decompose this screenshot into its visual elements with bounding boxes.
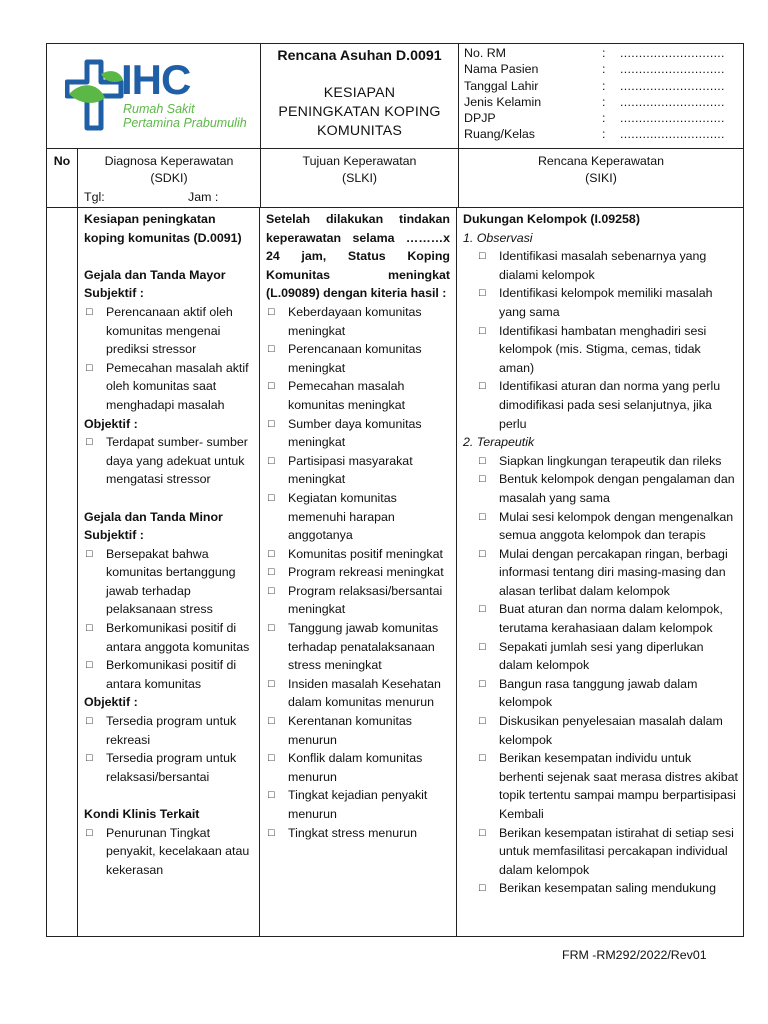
- checkbox-icon[interactable]: □: [86, 659, 93, 672]
- col-header-line: Rencana Keperawatan: [537, 154, 665, 168]
- checkbox-item[interactable]: [463, 638, 739, 675]
- checkbox-item[interactable]: [463, 545, 739, 601]
- info-value-field[interactable]: ............................: [620, 94, 725, 109]
- logo-brand: IHC: [121, 56, 191, 103]
- checkbox-icon[interactable]: □: [86, 622, 93, 635]
- checkbox-label: Siapkan lingkungan terapeutik dan rileks: [499, 453, 722, 468]
- checkbox-label: Perencanaan aktif oleh komunitas mengenai prediksi stressor: [106, 304, 233, 357]
- info-label: Jenis Kelamin: [464, 94, 542, 109]
- checkbox-icon[interactable]: □: [268, 752, 275, 765]
- checkbox-item[interactable]: [463, 377, 739, 433]
- logo-line1: Rumah Sakit: [123, 102, 195, 116]
- checkbox-icon[interactable]: □: [268, 584, 275, 597]
- checkbox-icon[interactable]: □: [268, 715, 275, 728]
- checkbox-item[interactable]: [266, 377, 450, 414]
- info-row-jenis-kelamin: [464, 94, 743, 110]
- jam-field[interactable]: Jam :: [188, 190, 219, 204]
- checkbox-item[interactable]: [463, 452, 739, 471]
- checkbox-icon[interactable]: □: [86, 436, 93, 449]
- diagnosa-title: Kesiapan peningkatan koping komunitas (D.0091): [84, 212, 242, 245]
- checkbox-label: Tingkat stress menurun: [288, 825, 418, 840]
- checkbox-item[interactable]: [266, 712, 450, 749]
- info-colon: :: [602, 111, 606, 126]
- hospital-logo: [47, 44, 261, 148]
- info-row-no-rm: [464, 45, 743, 61]
- observasi-heading: 1. Observasi: [463, 230, 533, 245]
- checkbox-label: Berkomunikasi positif di antara komunitas: [106, 658, 237, 691]
- checkbox-label: Diskusikan penyelesaian masalah dalam kelompok: [499, 714, 723, 747]
- info-value-field[interactable]: ............................: [620, 127, 725, 142]
- checkbox-label: Keberdayaan komunitas meningkat: [288, 304, 422, 338]
- checkbox-item[interactable]: [266, 545, 450, 564]
- care-plan-form: [46, 43, 744, 937]
- checkbox-item[interactable]: [266, 675, 450, 712]
- rencana-title: Dukungan Kelompok (I.09258): [463, 212, 640, 226]
- checkbox-icon[interactable]: □: [479, 547, 486, 560]
- checkbox-icon[interactable]: □: [479, 882, 486, 895]
- checkbox-label: Bersepakat bahwa komunitas bertanggung jawab terhadap pelaksanaan stress: [106, 546, 236, 617]
- checkbox-item[interactable]: [463, 284, 739, 321]
- checkbox-label: Program relaksasi/bersantai meningkat: [288, 583, 443, 617]
- checkbox-item[interactable]: [266, 749, 450, 786]
- checkbox-item[interactable]: [266, 824, 450, 843]
- checkbox-icon[interactable]: □: [86, 361, 93, 374]
- form-title-line: KESIAPAN: [323, 85, 396, 101]
- form-code-title: Rencana Asuhan D.0091: [277, 48, 442, 64]
- col-no-cell: [47, 208, 78, 936]
- checkbox-item[interactable]: [463, 712, 739, 749]
- info-row-dpjp: [464, 110, 743, 126]
- checkbox-label: Konflik dalam komunitas menurun: [288, 751, 423, 784]
- checkbox-label: Berikan kesempatan individu untuk berhenti sejenak saat merasa distres akibat topik tertentu sampai mampu berpartisipasi Kembali: [499, 751, 738, 821]
- checkbox-icon[interactable]: □: [268, 826, 275, 839]
- info-row-ruang-kelas: [464, 126, 743, 142]
- checkbox-icon[interactable]: □: [479, 510, 486, 523]
- mayor-heading: Gejala dan Tanda Mayor: [84, 267, 226, 282]
- checkbox-item[interactable]: [266, 786, 450, 823]
- checkbox-label: Berkomunikasi positif di antara anggota komunitas: [106, 621, 250, 654]
- checkbox-item[interactable]: [84, 824, 255, 880]
- info-colon: :: [602, 78, 606, 93]
- col-no-header: No: [47, 149, 78, 207]
- form-title-block: [261, 44, 459, 148]
- checkbox-icon[interactable]: □: [479, 640, 486, 653]
- checkbox-icon[interactable]: □: [268, 491, 275, 504]
- checkbox-label: Berikan kesempatan saling mendukung: [499, 881, 716, 896]
- checkbox-icon[interactable]: □: [479, 826, 486, 839]
- checkbox-icon[interactable]: □: [268, 789, 275, 802]
- checkbox-icon[interactable]: □: [479, 473, 486, 486]
- checkbox-item[interactable]: [266, 303, 450, 340]
- checkbox-item[interactable]: [266, 489, 450, 545]
- checkbox-item[interactable]: [463, 508, 739, 545]
- checkbox-icon[interactable]: □: [479, 752, 486, 765]
- col-header-line: Tujuan Keperawatan: [302, 154, 417, 168]
- info-colon: :: [602, 127, 606, 142]
- checkbox-item[interactable]: [266, 340, 450, 377]
- checkbox-icon[interactable]: □: [268, 454, 275, 467]
- objektif-heading: Objektif :: [84, 416, 138, 431]
- rencana-cell: [457, 208, 743, 936]
- form-title-line: PENINGKATAN KOPING: [278, 104, 441, 120]
- checkbox-label: Tersedia program untuk relaksasi/bersantai: [106, 751, 237, 784]
- minor-heading: Gejala dan Tanda Minor: [84, 509, 223, 524]
- checkbox-label: Buat aturan dan norma dalam kelompok, terutama kerahasiaan dalam kelompok: [499, 602, 723, 636]
- info-label: Nama Pasien: [464, 62, 539, 77]
- info-value-field[interactable]: ............................: [620, 78, 725, 93]
- info-row-nama-pasien: [464, 61, 743, 77]
- checkbox-item[interactable]: [266, 619, 450, 675]
- info-colon: :: [602, 46, 606, 60]
- checkbox-icon[interactable]: □: [86, 826, 93, 839]
- spacer: [84, 489, 255, 508]
- checkbox-label: Tersedia program untuk rekreasi: [106, 714, 237, 747]
- checkbox-item[interactable]: [266, 563, 450, 582]
- checkbox-label: Sumber daya komunitas meningkat: [288, 416, 422, 450]
- checkbox-item[interactable]: [463, 322, 739, 378]
- form-code-footer: FRM -RM292/2022/Rev01: [562, 948, 707, 962]
- checkbox-label: Identifikasi hambatan menghadiri sesi kelompok (mis. Stigma, cemas, tidak aman): [499, 323, 707, 375]
- subjektif-heading: Subjektif :: [84, 286, 144, 301]
- checkbox-label: Bentuk kelompok dengan pengalaman dan masalah yang sama: [499, 472, 735, 505]
- checkbox-icon[interactable]: □: [479, 380, 486, 393]
- kondisi-heading: Kondi Klinis Terkait: [84, 807, 200, 821]
- checkbox-item[interactable]: [84, 619, 255, 656]
- checkbox-icon[interactable]: □: [479, 603, 486, 616]
- checkbox-icon[interactable]: □: [479, 715, 486, 728]
- checkbox-item[interactable]: [84, 656, 255, 693]
- info-value-field[interactable]: ............................: [620, 111, 725, 126]
- checkbox-item[interactable]: [463, 247, 739, 284]
- info-label: Tanggal Lahir: [464, 78, 539, 93]
- checkbox-label: Pemecahan masalah aktif oleh komunitas saat menghadapi masalah: [106, 360, 249, 412]
- info-value-field[interactable]: ............................: [620, 46, 725, 60]
- col-header-line: (SLKI): [341, 171, 378, 185]
- diagnosa-cell: [78, 208, 260, 936]
- checkbox-label: Terdapat sumber- sumber daya yang adekuat untuk mengatasi stressor: [106, 435, 248, 487]
- checkbox-item[interactable]: [84, 433, 255, 489]
- checkbox-label: Sepakati jumlah sesi yang diperlukan dalam kelompok: [499, 639, 704, 673]
- checkbox-icon[interactable]: □: [268, 380, 275, 393]
- spacer: [84, 786, 255, 805]
- checkbox-label: Identifikasi masalah sebenarnya yang dialami kelompok: [499, 249, 707, 282]
- checkbox-label: Tingkat kejadian penyakit menurun: [288, 788, 428, 821]
- table-header-row: [47, 149, 743, 208]
- checkbox-item[interactable]: [84, 303, 255, 359]
- checkbox-icon[interactable]: □: [479, 454, 486, 467]
- checkbox-icon[interactable]: □: [268, 417, 275, 430]
- table-body-row: [47, 208, 743, 936]
- col-diagnosa-header: [78, 149, 261, 207]
- checkbox-icon[interactable]: □: [268, 622, 275, 635]
- checkbox-item[interactable]: [266, 582, 450, 619]
- col-header-line: (SDKI): [150, 171, 188, 185]
- checkbox-item[interactable]: [463, 879, 739, 898]
- subjektif-heading: Subjektif :: [84, 528, 144, 543]
- logo-line2: Pertamina Prabumulih: [123, 116, 247, 130]
- info-label: DPJP: [464, 111, 496, 126]
- checkbox-icon[interactable]: □: [479, 324, 486, 337]
- col-tujuan-header: [261, 149, 459, 207]
- col-header-line: Diagnosa Keperawatan: [104, 154, 234, 168]
- col-header-line: (SIKI): [585, 171, 617, 185]
- form-header: [47, 44, 743, 149]
- checkbox-item[interactable]: [84, 545, 255, 619]
- checkbox-label: Partisipasi masyarakat meningkat: [288, 453, 413, 487]
- checkbox-label: Berikan kesempatan istirahat di setiap sesi untuk memfasilitasi percakapan individual dalam kelompok: [499, 825, 734, 877]
- tujuan-intro: Setelah dilakukan tindakan keperawatan selama ………x 24 jam, Status Koping Komunitas meningkat (L.09089) dengan kiteria hasil :: [266, 212, 450, 301]
- checkbox-label: Program rekreasi meningkat: [288, 565, 444, 580]
- checkbox-icon[interactable]: □: [268, 677, 275, 690]
- tgl-field[interactable]: Tgl:: [84, 190, 105, 204]
- col-rencana-header: [459, 149, 743, 207]
- checkbox-label: Perencanaan komunitas meningkat: [288, 342, 422, 375]
- form-title-line: KOMUNITAS: [316, 123, 403, 139]
- info-value-field[interactable]: ............................: [620, 62, 725, 77]
- checkbox-label: Kerentanan komunitas menurun: [288, 714, 412, 747]
- checkbox-label: Mulai dengan percakapan ringan, berbagi informasi tentang diri masing-masing dan alasan terlibat dalam kelompok: [499, 546, 728, 598]
- tgl-jam-row: [78, 189, 260, 206]
- checkbox-icon[interactable]: □: [86, 305, 93, 318]
- checkbox-item[interactable]: [84, 749, 255, 786]
- checkbox-label: Mulai sesi kelompok dengan mengenalkan semua anggota kelompok dan terapis: [499, 509, 734, 543]
- checkbox-icon[interactable]: □: [86, 547, 93, 560]
- checkbox-item[interactable]: [266, 452, 450, 489]
- info-row-tanggal-lahir: [464, 78, 743, 94]
- checkbox-label: Pemecahan masalah komunitas meningkat: [288, 379, 406, 412]
- checkbox-icon[interactable]: □: [268, 566, 275, 579]
- checkbox-icon[interactable]: □: [479, 250, 486, 263]
- checkbox-item[interactable]: [84, 359, 255, 415]
- checkbox-icon[interactable]: □: [268, 547, 275, 560]
- info-label: Ruang/Kelas: [464, 127, 535, 142]
- checkbox-item[interactable]: [84, 712, 255, 749]
- checkbox-icon[interactable]: □: [86, 752, 93, 765]
- checkbox-icon[interactable]: □: [479, 677, 486, 690]
- checkbox-label: Identifikasi kelompok memiliki masalah yang sama: [499, 286, 713, 319]
- checkbox-item[interactable]: [463, 600, 739, 637]
- checkbox-item[interactable]: [463, 749, 739, 823]
- patient-info: [459, 44, 743, 148]
- checkbox-icon[interactable]: □: [268, 343, 275, 356]
- spacer: [84, 247, 255, 266]
- checkbox-item[interactable]: [463, 470, 739, 507]
- checkbox-label: Tanggung jawab komunitas terhadap penatalaksanaan stress meningkat: [288, 621, 439, 673]
- info-colon: :: [602, 62, 606, 77]
- checkbox-label: Bangun rasa tanggung jawab dalam kelompok: [499, 676, 698, 710]
- checkbox-icon[interactable]: □: [268, 305, 275, 318]
- checkbox-item[interactable]: [463, 675, 739, 712]
- ihc-cross-logo-icon: [65, 58, 125, 132]
- checkbox-label: Identifikasi aturan dan norma yang perlu dimodifikasi pada sesi selanjutnya, jika perlu: [499, 379, 721, 431]
- tujuan-cell: [260, 208, 457, 936]
- checkbox-label: Komunitas positif meningkat: [288, 546, 443, 561]
- form-title: [261, 84, 458, 141]
- objektif-heading: Objektif :: [84, 695, 138, 710]
- checkbox-label: Insiden masalah Kesehatan dalam komunitas menurun: [288, 676, 441, 710]
- checkbox-icon[interactable]: □: [479, 287, 486, 300]
- terapeutik-heading: 2. Terapeutik: [463, 435, 535, 450]
- checkbox-item[interactable]: [463, 824, 739, 880]
- info-label: No. RM: [464, 46, 506, 60]
- checkbox-item[interactable]: [266, 415, 450, 452]
- checkbox-label: Kegiatan komunitas memenuhi harapan anggotanya: [288, 490, 397, 543]
- info-colon: :: [602, 94, 606, 109]
- checkbox-label: Penurunan Tingkat penyakit, kecelakaan atau kekerasan: [106, 825, 250, 877]
- checkbox-icon[interactable]: □: [86, 715, 93, 728]
